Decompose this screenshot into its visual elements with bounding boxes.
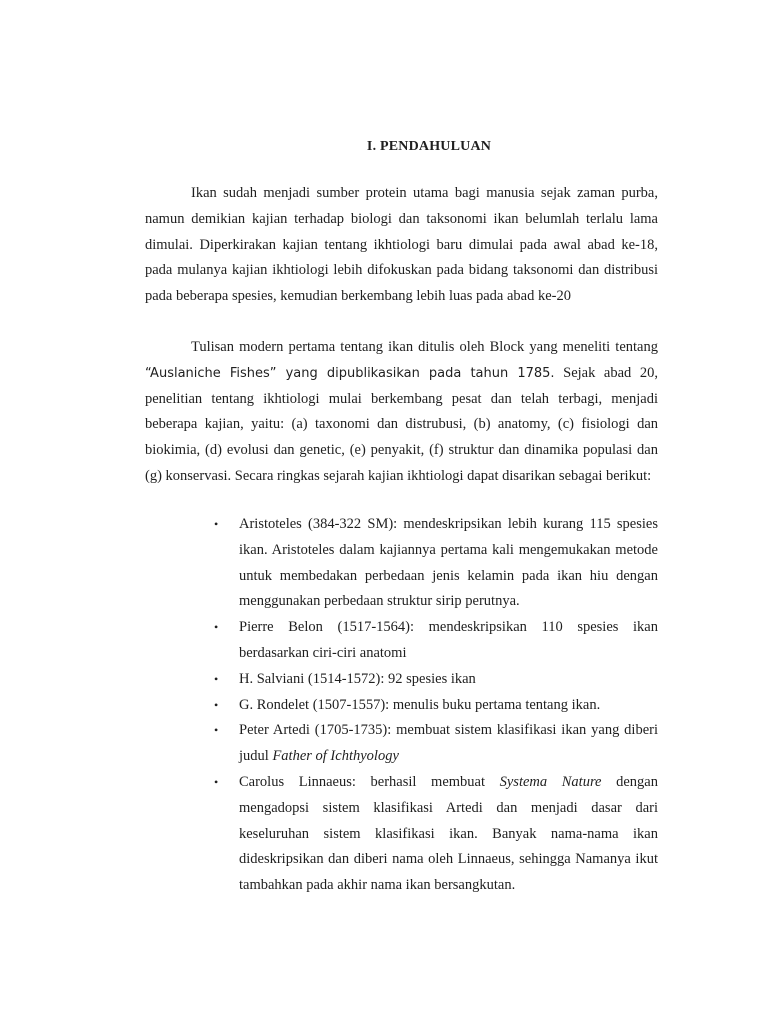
paragraph-intro — [145, 181, 658, 310]
list-item-text: H. Salviani (1514-1572): 92 spesies ikan — [239, 670, 476, 687]
list-item-belon — [214, 615, 658, 667]
list-item-linnaeus — [214, 770, 658, 899]
list-item-text: G. Rondelet (1507-1557): menulis buku pertama tentang ikan. — [239, 696, 601, 713]
paragraph-history — [145, 335, 658, 490]
list-item-text: Peter Artedi (1705-1735): membuat sistem klasifikasi ikan yang diberi judul — [239, 722, 658, 765]
bullet-icon: • — [214, 517, 219, 531]
list-item-artedi — [214, 718, 658, 770]
list-item-rondelet — [214, 693, 658, 719]
list-item-text: Pierre Belon (1517-1564): mendeskripsikan 110 spesies ikan berdasarkan ciri-ciri anatomi — [239, 619, 658, 661]
bullet-icon: • — [214, 774, 219, 789]
paragraph-history-text-3: Sejak abad 20, penelitian tentang ikhtiologi mulai berkembang pesat dan telah terbagi, menjadi beberapa kajian, yaitu: (a) taxonomi dan distrubusi, (b) anatomy, (c) fisiologi dan biokimia, (d) evolusi dan genetic, (e) penyakit, (f) struktur dan dinamika populasi dan (g) konservasi. Secara ringkas sejarah kajian ikhtiologi dapat disarikan sebagai berikut: — [145, 364, 658, 484]
bullet-icon: • — [214, 671, 219, 686]
history-bullet-list — [214, 512, 658, 899]
list-item-text-after: dengan mengadopsi sistem klasifikasi Artedi dan menjadi dasar dari keseluruhan sistem klasifikasi ikan. Banyak nama-nama ikan dideskripsikan dan diberi nama oleh Linnaeus, sehingga Namanya ikut tambahkan pada akhir nama ikan bersangkutan. — [239, 773, 658, 894]
section-heading: I. PENDAHULUAN — [366, 139, 492, 154]
bullet-icon: • — [214, 723, 219, 738]
paragraph-intro-text: Ikan sudah menjadi sumber protein utama bagi manusia sejak zaman purba, namun demikian kajian terhadap biologi dan taksonomi ikan belumlah terlalu lama dimulai. Diperkirakan kajian tentang ikhtiologi baru dimulai pada awal abad ke-18, pada mulanya kajian ikhtiologi lebih difokuskan pada bidang taksonomi dan distribusi pada beberapa spesies, kemudian berkembang lebih luas pada abad ke-20 — [145, 185, 658, 305]
bullet-icon: • — [214, 697, 219, 712]
list-item-salviani — [214, 667, 658, 693]
list-item-aristoteles — [214, 512, 658, 615]
list-item-text: Aristoteles (384-322 SM): mendeskripsikan lebih kurang 115 spesies ikan. Aristoteles dalam kajiannya pertama kali mengemukakan metode untuk membedakan perbedaan jenis kelamin pada ikan hiu dengan menggunakan perbedaan struktur sirip perutnya. — [239, 516, 658, 610]
paragraph-history-text-2: “Auslaniche Fishes” yang dipublikasikan pada tahun 1785. — [145, 365, 555, 381]
list-item-text: Carolus Linnaeus: berhasil membuat — [239, 773, 500, 790]
paragraph-history-text-1: Tulisan modern pertama tentang ikan ditulis oleh Block yang meneliti tentang — [191, 339, 658, 355]
bullet-icon: • — [214, 620, 219, 635]
list-item-italic: Father of Ichthyology — [272, 748, 399, 765]
list-item-italic: Systema Nature — [499, 773, 602, 790]
